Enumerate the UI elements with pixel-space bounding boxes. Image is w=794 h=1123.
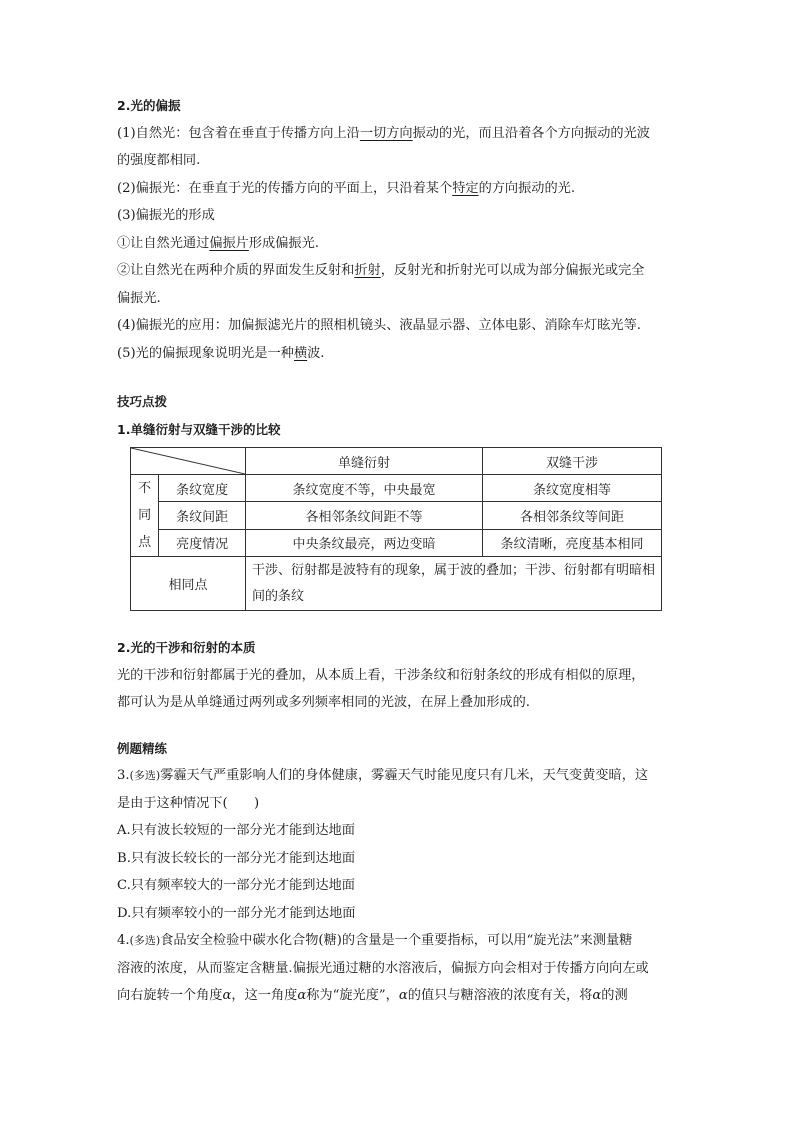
alpha-symbol: α [592, 988, 602, 1003]
table-row [131, 529, 662, 556]
differences-label [131, 475, 159, 557]
table-cell: 条纹清晰，亮度基本相同 [483, 529, 662, 556]
label-char: 同 [138, 508, 152, 523]
text-segment: 向右旋转一个角度 [117, 988, 223, 1003]
similarities-label: 相同点 [131, 557, 246, 611]
text-segment: 的测 [601, 988, 628, 1003]
text-segment: (1)自然光：包含着在垂直于传播方向上沿 [117, 125, 360, 141]
question-text: 食品安全检验中碳水化合物(糖)的含量是一个重要指标，可以用“旋光法”来测量糖 [160, 933, 633, 948]
underlined-answer: 横 [293, 345, 308, 361]
similarities-text: 干涉、衍射都是波特有的现象，属于波的叠加；干涉、衍射都有明暗相间的条纹 [246, 557, 662, 611]
column-header-double-slit: 双缝干涉 [483, 448, 662, 475]
table-row [131, 475, 662, 502]
formation-title: (3)偏振光的形成 [117, 208, 215, 223]
text-segment: (5)光的偏振现象说明光是一种 [117, 345, 294, 361]
application-text: (4)偏振光的应用：加偏振滤光片的照相机镜头、液晶显示器、立体电影、消除车灯眩光等. [117, 318, 641, 333]
text-segment: 的值只与糖溶液的浓度有关，将 [407, 988, 593, 1003]
natural-light-definition [117, 120, 679, 148]
text-segment: ，反射光和折射光可以成为部分偏振光或完全 [380, 263, 645, 278]
polarized-light-definition [117, 175, 679, 203]
formation-item-1 [117, 230, 679, 258]
diagonal-line [131, 448, 245, 474]
text-segment: 振动的光，而且沿着各个方向振动的光波 [412, 125, 650, 141]
comparison-table [130, 447, 662, 611]
document-page [117, 92, 679, 1010]
table-header-row [131, 448, 662, 475]
essence-text: 光的干涉和衍射都属于光的叠加，从本质上看，干涉条纹和衍射条纹的形成有相似的原理， [117, 667, 645, 683]
underlined-answer: 特定 [452, 180, 479, 196]
text-segment: 的方向振动的光. [478, 180, 576, 196]
alpha-symbol: α [398, 988, 408, 1003]
explanation-text [117, 340, 679, 368]
alpha-symbol: α [222, 988, 232, 1003]
option-b: B.只有波长较长的一部分光才能到达地面 [117, 850, 356, 866]
table-row [131, 557, 662, 611]
table-cell: 条纹宽度相等 [483, 475, 662, 502]
text-segment: 称为“旋光度”， [306, 988, 399, 1003]
label-char: 点 [138, 535, 152, 550]
question-number: 4. [117, 933, 130, 948]
essence-title: 2.光的干涉和衍射的本质 [117, 640, 256, 655]
essence-text-cont: 都可认为是从单缝通过两列或多列频率相同的光波，在屏上叠加形成的. [117, 695, 531, 710]
text-segment: ①让自然光通过 [117, 235, 210, 251]
text-segment: ，这一角度 [231, 988, 298, 1003]
question-4-cont2 [117, 982, 679, 1010]
examples-heading: 例题精练 [117, 740, 168, 756]
table-cell: 中央条纹最亮，两边变暗 [246, 529, 483, 556]
option-c: C.只有频率较大的一部分光才能到达地面 [117, 878, 355, 893]
natural-light-definition-cont: 的强度都相同. [117, 153, 201, 168]
alpha-symbol: α [297, 988, 307, 1003]
diagonal-header-cell [131, 448, 246, 475]
underlined-answer: 偏振片 [209, 235, 249, 251]
column-header-single-slit: 单缝衍射 [246, 448, 483, 475]
question-number: 3. [117, 768, 130, 783]
formation-item-2-cont: 偏振光. [117, 290, 161, 306]
table-cell: 各相邻条纹等间距 [483, 502, 662, 529]
text-segment: ②让自然光在两种介质的界面发生反射和 [117, 263, 355, 278]
row-label: 亮度情况 [159, 529, 246, 556]
formation-item-2 [117, 257, 679, 285]
multi-select-tag: (多选) [129, 934, 161, 947]
tips-heading: 技巧点拨 [117, 394, 168, 409]
row-label: 条纹间距 [159, 502, 246, 529]
comparison-title: 1.单缝衍射与双缝干涉的比较 [117, 421, 281, 437]
underlined-answer: 一切方向 [359, 125, 413, 141]
question-3 [117, 762, 679, 790]
question-3-cont: 是由于这种情况下( ) [117, 795, 260, 811]
question-4-cont: 溶液的浓度，从而鉴定含糖量.偏振光通过糖的水溶液后，偏振方向会相对于传播方向向左或 [117, 960, 649, 976]
underlined-answer: 折射 [354, 263, 381, 278]
table-cell: 条纹宽度不等，中央最宽 [246, 475, 483, 502]
text-segment: 波. [307, 345, 325, 361]
option-a: A.只有波长较短的一部分光才能到达地面 [117, 823, 355, 838]
multi-select-tag: (多选) [129, 769, 161, 782]
table-cell: 各相邻条纹间距不等 [246, 502, 483, 529]
question-4 [117, 927, 679, 955]
text-segment: 形成偏振光. [248, 235, 320, 251]
row-label: 条纹宽度 [159, 475, 246, 502]
question-text: 雾霾天气严重影响人们的身体健康，雾霾天气时能见度只有几米，天气变黄变暗，这 [160, 768, 649, 783]
table-row [131, 502, 662, 529]
section-title: 2.光的偏振 [117, 98, 181, 113]
option-d: D.只有频率较小的一部分光才能到达地面 [117, 905, 356, 921]
text-segment: (2)偏振光：在垂直于光的传播方向的平面上，只沿着某个 [117, 180, 453, 196]
label-char: 不 [138, 481, 152, 496]
